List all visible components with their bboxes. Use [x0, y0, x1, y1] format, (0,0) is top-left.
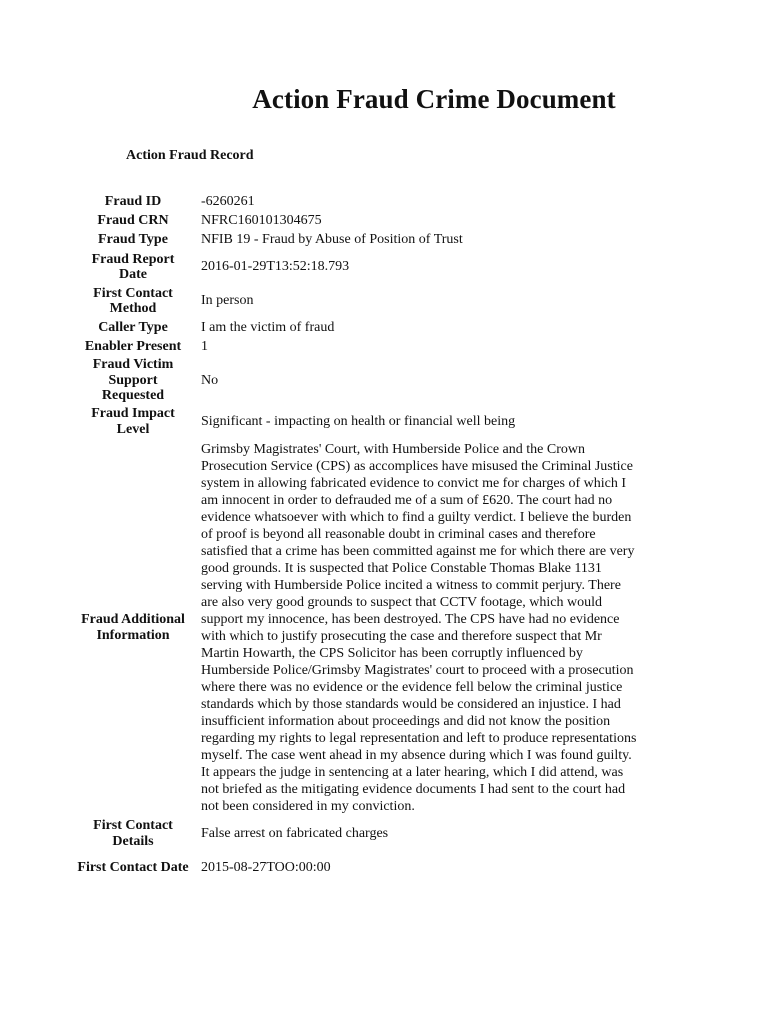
table-row — [76, 284, 641, 318]
enabler-present-value: 1 — [201, 338, 208, 354]
table-row — [76, 405, 641, 439]
document-title: Action Fraud Crime Document — [252, 84, 616, 114]
table-row — [76, 192, 641, 211]
field-label: First Contact Method — [93, 285, 173, 316]
victim-support-value: No — [201, 372, 219, 388]
field-label: Enabler Present — [84, 338, 182, 354]
table-row — [76, 318, 641, 337]
field-label: Fraud ID — [104, 193, 162, 209]
field-label: First Contact Details — [93, 818, 173, 849]
caller-type-value: I am the victim of fraud — [201, 319, 335, 335]
field-label: Fraud Type — [98, 232, 168, 248]
fraud-record-table — [76, 192, 641, 885]
field-label: First Contact Date — [77, 859, 189, 875]
first-contact-method-value: In person — [201, 293, 254, 309]
field-label: Fraud CRN — [97, 212, 169, 228]
field-label: Fraud Victim Support Requested — [92, 357, 174, 403]
field-label: Fraud Additional Information — [81, 612, 185, 643]
impact-level-value: Significant - impacting on health or financial well being — [201, 413, 516, 429]
fraud-type-value: NFIB 19 - Fraud by Abuse of Position of Trust — [201, 232, 463, 248]
table-row — [76, 337, 641, 356]
table-row — [76, 356, 641, 405]
fraud-report-date-value: 2016-01-29T13:52:18.793 — [201, 259, 350, 275]
field-label: Fraud Impact Level — [91, 406, 175, 437]
first-contact-details-value: False arrest on fabricated charges — [201, 825, 389, 841]
section-title: Action Fraud Record — [126, 148, 254, 163]
fraud-crn-value: NFRC160101304675 — [201, 212, 322, 228]
table-row — [76, 230, 641, 250]
field-label: Fraud Report Date — [91, 251, 175, 282]
additional-info-value: Grimsby Magistrates' Court, with Humberside Police and the Crown Prosecution Service (CPS) as accomplices have misused the Criminal Justice system in allowing fabricated evidence to convict me for charges of which I am innocent in order to defrauded me of a sum of £620. The court had no evidence whatsoever with which to find a guilty verdict. I believe the burden of proof is beyond all reasonable doubt in criminal cases and therefore satisfied that a crime has been committed against me for which there are very good grounds. It is suspected that Police Constable Thomas Blake 1131 serving with Humberside Police incited a witness to commit perjury. There are also very good grounds to suspect that CCTV footage, which would support my innocence, has been destroyed. The CPS have had no evidence with which to justify prosecuting the case and therefore suspect that Mr Martin Howarth, the CPS Solicitor has been corruptly influenced by Humberside Police/Grimsby Magistrates' court to proceed with a prosecution where there was no evidence or the evidence fell below the criminal justice standards which by those standards would be considered an injustice. I had insufficient information about proceedings and did not know the position regarding my rights to legal representation and left to produce representations myself. The case went ahead in my absence during which I was found guilty. It appears the judge in sentencing at a later hearing, which I did attend, was not briefed as the mitigating evidence documents I had sent to the court had not been considered in my conviction. — [201, 441, 637, 814]
table-row — [76, 211, 641, 230]
table-row — [76, 439, 641, 817]
first-contact-date-value: 2015-08-27TOO:00:00 — [201, 859, 331, 875]
table-row — [76, 817, 641, 851]
field-label: Caller Type — [98, 319, 168, 335]
table-row — [76, 851, 641, 885]
fraud-id-value: -6260261 — [201, 193, 255, 209]
table-row — [76, 250, 641, 284]
